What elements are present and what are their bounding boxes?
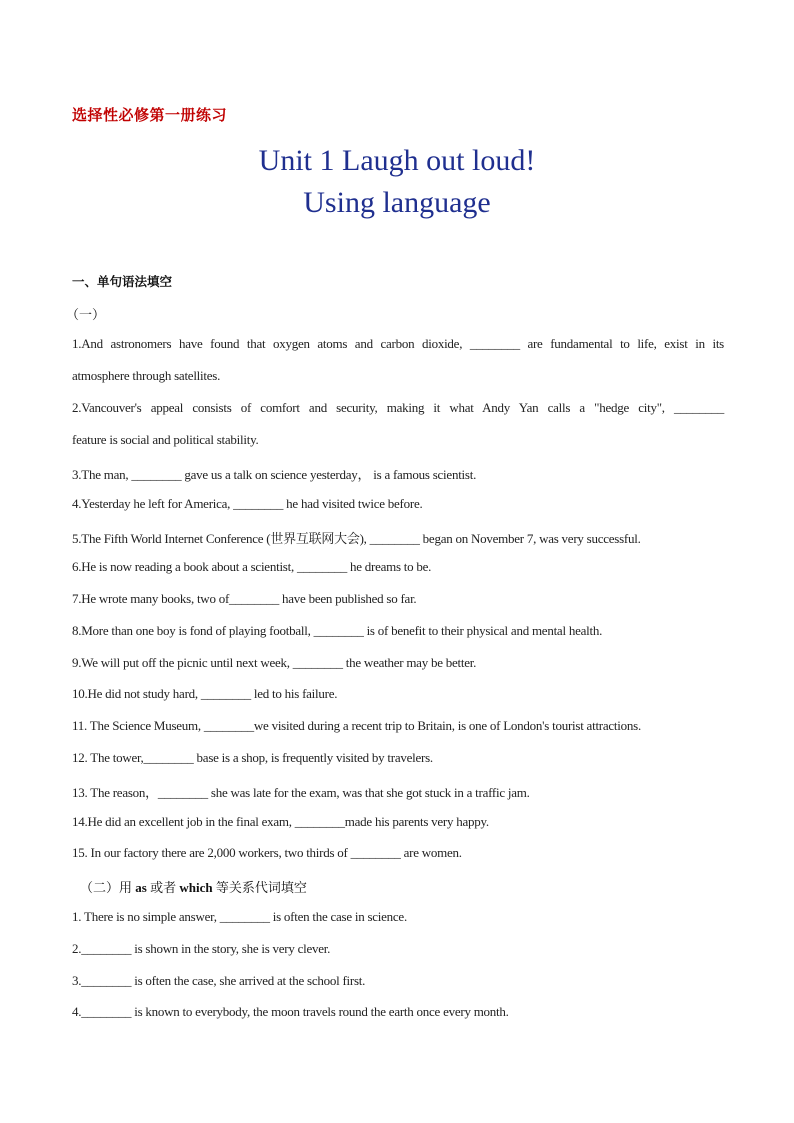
- question-10: 10.He did not study hard, ________ led to his failure.: [72, 686, 338, 701]
- section-1-heading: 一、单句语法填空: [72, 274, 173, 289]
- s2-question-3: 3.________ is often the case, she arrived at the school first.: [72, 973, 366, 988]
- question-3: 3.The man, ________ gave us a talk on science yesterday， is a famous scientist.: [72, 467, 477, 482]
- question-2: 2.Vancouver's appeal consists of comfort and security, making it what Andy Yan calls a "hedge city", ________: [72, 400, 724, 415]
- section-2-heading: [80, 877, 307, 896]
- title-line-2: Using language: [303, 186, 491, 219]
- question-7: 7.He wrote many books, two of________ have been published so far.: [72, 591, 417, 606]
- section-2-heading-prefix: （二）用: [80, 880, 136, 895]
- question-9: 9.We will put off the picnic until next week, ________ the weather may be better.: [72, 655, 477, 670]
- title-line-1: Unit 1 Laugh out loud!: [258, 144, 536, 177]
- question-2-cont: feature is social and political stability.: [72, 432, 259, 447]
- question-12: 12. The tower,________ base is a shop, is frequently visited by travelers.: [72, 750, 433, 765]
- question-1-cont: atmosphere through satellites.: [72, 368, 221, 383]
- question-11: 11. The Science Museum, ________we visited during a recent trip to Britain, is one of London's tourist attractions.: [72, 718, 641, 733]
- question-15: 15. In our factory there are 2,000 workers, two thirds of ________ are women.: [72, 845, 462, 860]
- series-label: 选择性必修第一册练习: [72, 106, 228, 124]
- question-1: 1.And astronomers have found that oxygen atoms and carbon dioxide, ________ are fundamental to life, exist in its: [72, 336, 724, 351]
- section-2-heading-suffix: 等关系代词填空: [212, 880, 307, 895]
- question-14: 14.He did an excellent job in the final exam, ________made his parents very happy.: [72, 814, 489, 829]
- section-2-heading-mid: 或者: [146, 880, 180, 895]
- unit-title: [0, 140, 794, 224]
- question-4: 4.Yesterday he left for America, ________ he had visited twice before.: [72, 496, 423, 511]
- s2-question-2: 2.________ is shown in the story, she is very clever.: [72, 941, 331, 956]
- s2-question-4: 4.________ is known to everybody, the moon travels round the earth once every month.: [72, 1004, 509, 1019]
- question-6: 6.He is now reading a book about a scientist, ________ he dreams to be.: [72, 559, 432, 574]
- s2-question-1: 1. There is no simple answer, ________ is often the case in science.: [72, 909, 407, 924]
- section-2-heading-which: which: [179, 880, 213, 895]
- question-13: 13. The reason，________ she was late for the exam, was that she got stuck in a traffic jam.: [72, 785, 530, 800]
- part-1-label: （一）: [66, 308, 106, 323]
- question-8: 8.More than one boy is fond of playing football, ________ is of benefit to their physical and mental health.: [72, 623, 603, 638]
- section-2-heading-as: as: [135, 880, 147, 895]
- question-5: 5.The Fifth World Internet Conference (世界互联网大会), ________ began on November 7, was very successful.: [72, 531, 641, 546]
